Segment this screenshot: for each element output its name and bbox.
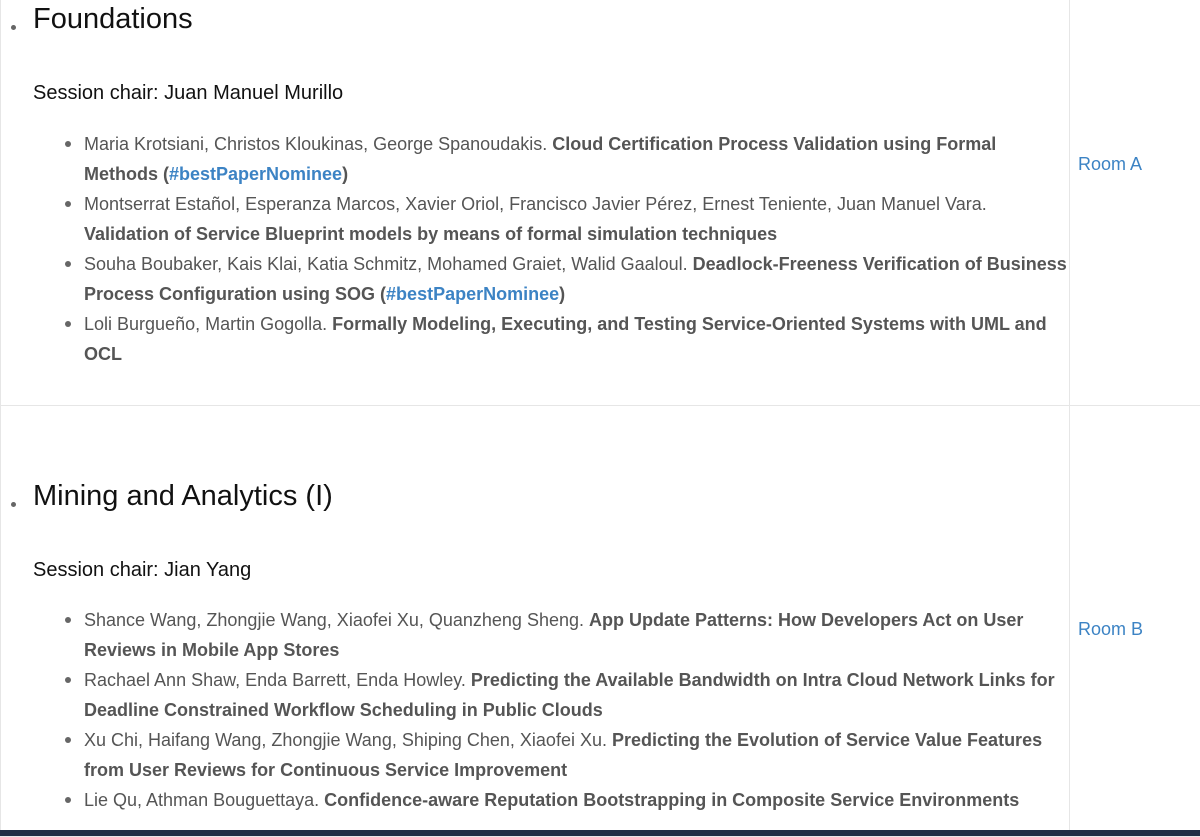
paper-authors: Loli Burgueño, Martin Gogolla. bbox=[84, 314, 333, 334]
session-row bbox=[0, 406, 1200, 837]
paper-authors: Xu Chi, Haifang Wang, Zhongjie Wang, Shiping Chen, Xiaofei Xu. bbox=[84, 730, 612, 750]
bullet-icon bbox=[11, 502, 16, 507]
paper-title: Predicting the Evolution of Service Value Features from User Reviews for Continuous Service Improvement bbox=[84, 730, 1043, 780]
session-row bbox=[0, 0, 1200, 406]
paper-authors: Maria Krotsiani, Christos Kloukinas, George Spanoudakis. bbox=[84, 134, 553, 154]
paper-title: App Update Patterns: How Developers Act on User Reviews in Mobile App Stores bbox=[84, 610, 1024, 660]
session-title: Foundations bbox=[33, 3, 193, 35]
paper-title: Formally Modeling, Executing, and Testing Service-Oriented Systems with UML and OCL bbox=[84, 314, 1047, 364]
room-cell bbox=[1070, 0, 1200, 405]
paper-list bbox=[84, 605, 1069, 815]
session-cell bbox=[0, 406, 1070, 836]
room-link[interactable]: Room A bbox=[1078, 154, 1143, 174]
paper-item bbox=[84, 249, 1069, 309]
paper-item bbox=[84, 665, 1069, 725]
paper-title: Deadlock-Freeness Verification of Business Process Configuration using SOG bbox=[84, 254, 1067, 304]
paper-authors: Shance Wang, Zhongjie Wang, Xiaofei Xu, Quanzheng Sheng. bbox=[84, 610, 589, 630]
paper-item bbox=[84, 189, 1069, 249]
session-cell bbox=[0, 0, 1070, 405]
paper-authors: Montserrat Estañol, Esperanza Marcos, Xavier Oriol, Francisco Javier Pérez, Ernest Teniente, Juan Manuel Vara. bbox=[84, 194, 987, 214]
paper-title: Confidence-aware Reputation Bootstrapping in Composite Service Environments bbox=[324, 790, 1020, 810]
paper-title: Validation of Service Blueprint models by means of formal simulation techniques bbox=[84, 224, 778, 244]
window-bottom-edge bbox=[0, 830, 1200, 836]
paper-item bbox=[84, 129, 1069, 189]
room-link[interactable]: Room B bbox=[1078, 619, 1144, 639]
paper-authors: Lie Qu, Athman Bouguettaya. bbox=[84, 790, 325, 810]
best-paper-nominee-tag[interactable]: #bestPaperNominee bbox=[386, 284, 560, 304]
paren-close: ) bbox=[559, 284, 566, 304]
room-cell bbox=[1070, 406, 1200, 836]
best-paper-nominee-tag[interactable]: #bestPaperNominee bbox=[169, 164, 343, 184]
paper-item bbox=[84, 785, 1069, 815]
session-chair: Session chair: Jian Yang bbox=[33, 559, 252, 581]
paren-open: ( bbox=[375, 284, 387, 304]
session-title: Mining and Analytics (I) bbox=[33, 480, 333, 512]
paper-title: Predicting the Available Bandwidth on Intra Cloud Network Links for Deadline Constrained Workflow Scheduling in Public Clouds bbox=[84, 670, 1055, 720]
session-chair: Session chair: Juan Manuel Murillo bbox=[33, 82, 344, 104]
paper-item bbox=[84, 605, 1069, 665]
paper-title: Cloud Certification Process Validation using Formal Methods bbox=[84, 134, 997, 184]
paren-open: ( bbox=[158, 164, 169, 184]
paper-authors: Souha Boubaker, Kais Klai, Katia Schmitz, Mohamed Graiet, Walid Gaaloul. bbox=[84, 254, 693, 274]
bullet-icon bbox=[11, 25, 16, 30]
paper-list bbox=[84, 129, 1069, 369]
paren-close: ) bbox=[342, 164, 349, 184]
paper-authors: Rachael Ann Shaw, Enda Barrett, Enda Howley. bbox=[84, 670, 471, 690]
paper-item bbox=[84, 725, 1069, 785]
paper-item bbox=[84, 309, 1069, 369]
